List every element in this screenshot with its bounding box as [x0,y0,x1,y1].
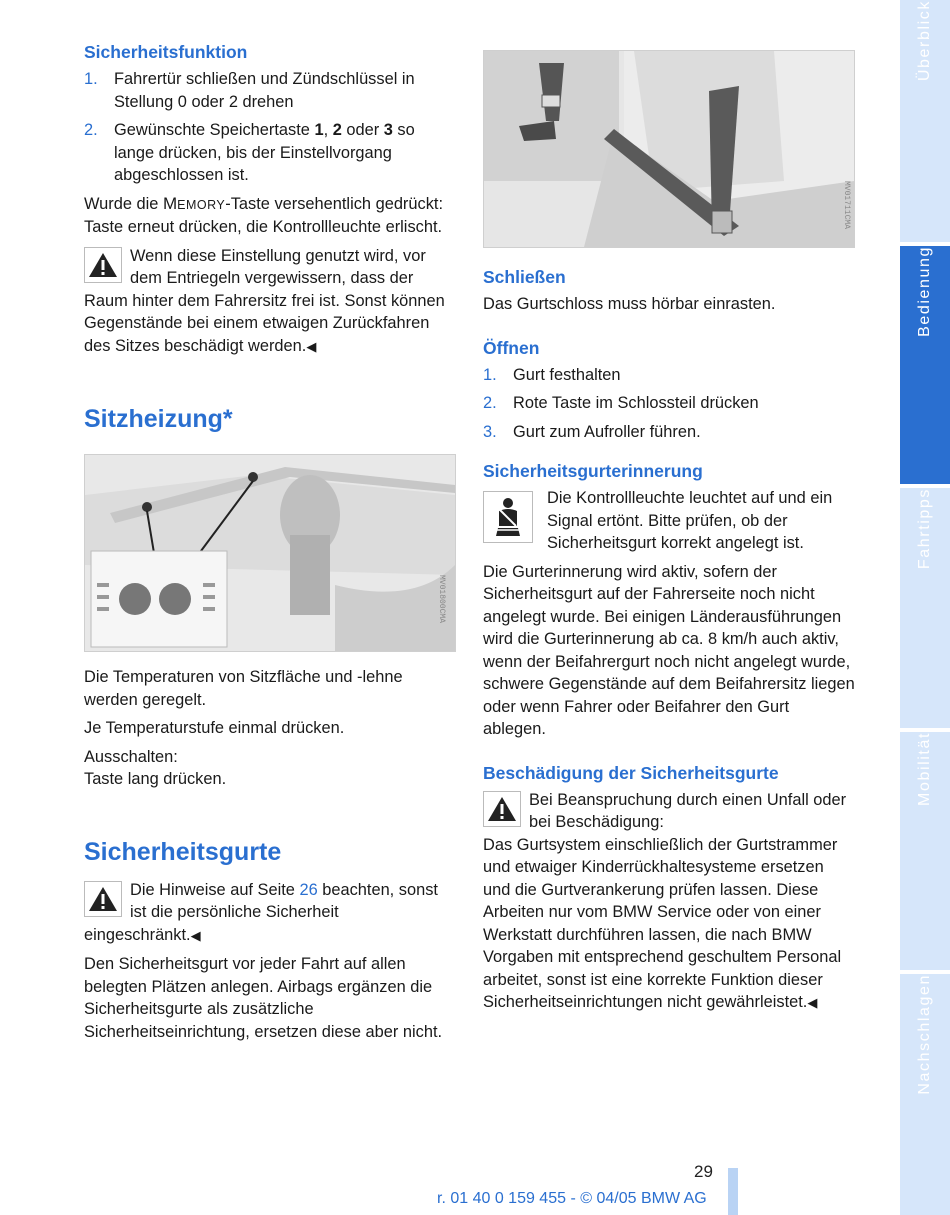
warning-triangle-icon [84,247,122,283]
list-item [483,364,855,387]
text-paragraph: Je Temperaturstufe einmal drücken. [84,719,345,737]
warning-text: Wenn diese Einstellung genutzt wird, vor dem Entriegeln vergewissern, dass der Raum hinter dem Fahrersitz frei ist. Sonst können Gegenstände bei einem etwaigen Zurückfahren des Sitzes beschädigt werden. [84,246,445,355]
step-text: Gurt festhalten [513,365,621,384]
heading-sicherheitsgurte: Sicherheitsgurte [84,837,282,866]
image-code: MV01800CMA [437,575,446,624]
warning-triangle-icon [483,791,521,827]
step-number: 2. [84,121,98,139]
list-item [84,68,456,113]
heading-oeffnen: Öffnen [483,337,540,358]
notice-text: Die Kontrollleuchte leuchtet auf und ein Signal ertönt. Bitte prüfen, ob der Sicherheitsgurt korrekt angelegt ist. [547,489,833,552]
seatbelt-icon [483,491,533,543]
tab-ueberblick[interactable] [900,0,950,242]
warning-notice-seat [84,245,456,359]
tab-bedienung[interactable] [900,246,950,484]
heading-gurterinnerung: Sicherheitsgurterinnerung [483,461,703,481]
heading-schliessen: Schließen [483,267,566,287]
sicherheitsfunktion-steps [84,68,456,187]
text-paragraph: Ausschalten: Taste lang drücken. [84,747,227,788]
end-mark-icon: ◀ [807,995,818,1010]
tab-mobilitaet[interactable] [900,732,950,970]
step-text: Rote Taste im Schlossteil drücken [513,394,759,412]
text-paragraph: Den Sicherheitsgurt vor jeder Fahrt auf allen belegten Plätzen anlegen. Airbags ergänzen die Sicherheitsgurte als zusätzliche Sicherheitseinrichtung, ersetzen diese aber nicht. [84,955,443,1041]
text-paragraph: Das Gurtsystem einschließlich der Gurtstrammer und etwaiger Kinderrückhaltesysteme ersetzen und die Gurtverankerung prüfen lassen. Diese Arbeiten nur vom BMW Service oder von einer Werkstatt durchführen lassen, die nach BMW Vorgaben mit entsprechend geschultem Personal arbeitet, sonst ist eine korrekte Funktion dieser Sicherheitseinrichtungen nicht gewährleistet.◀ [483,835,842,1011]
end-mark-icon: ◀ [306,338,317,354]
end-mark-icon: ◀ [190,927,201,943]
text-paragraph: Das Gurtschloss muss hörbar einrasten. [483,295,776,313]
list-item [483,421,855,444]
memory-paragraph: Wurde die MEMORY-Taste versehentlich gedrückt: Taste erneut drücken, die Kontrollleuchte erlischt. [84,193,444,236]
list-item [483,392,855,415]
left-column [84,40,456,1049]
page-marker-bar [728,1168,738,1215]
footer-copyright: r. 01 40 0 159 455 - © 04/05 BMW AG [437,1190,707,1207]
step-number: 2. [483,394,497,412]
step-number: 1. [483,365,497,384]
tab-label: Mobilität [916,732,933,806]
heading-sitzheizung: Sitzheizung* [84,405,233,433]
step-number: 1. [84,70,98,88]
tab-fahrtipps[interactable] [900,488,950,728]
page-link[interactable]: 26 [299,880,318,899]
step-text: Gewünschte Speichertaste 1, 2 oder 3 so lange drücken, bis der Einstellvorgang abgeschlossen ist. [114,121,415,184]
text-paragraph: Die Gurterinnerung wird aktiv, sofern der Sicherheitsgurt auf der Fahrerseite noch nicht angelegt wurde. Bei einigen Länderausführungen wird die Gurterinnerung ab ca. 8 km/h auch aktiv, wenn der Beifahrergurt noch nicht angelegt wurde, schwere Gegenstände auf dem Beifahrersitz liegen oder wenn Fahrer oder Beifahrer den Gurt ablegen. [483,562,855,738]
warning-notice-belts [84,879,456,948]
warning-notice-damage [483,789,855,834]
seat-heating-image [84,454,456,652]
tab-nachschlagen[interactable] [900,974,950,1215]
step-text: Gurt zum Aufroller führen. [513,422,701,441]
tab-label: Fahrtipps [916,488,933,570]
tab-label: Nachschlagen [916,974,933,1095]
seatbelt-image [483,50,855,248]
tab-label: Bedienung [916,246,933,337]
seatbelt-reminder-notice [483,487,855,555]
tab-label: Überblick [916,0,933,82]
heading-beschaedigung: Beschädigung der Sicherheitsgurte [483,762,779,783]
warning-text: Die Hinweise auf Seite 26 beachten, sonst ist die persönliche Sicherheit eingeschränkt. [84,880,438,944]
warning-triangle-icon [84,881,122,917]
heading-sicherheitsfunktion: Sicherheitsfunktion [84,42,248,62]
step-text: Fahrertür schließen und Zündschlüssel in Stellung 0 oder 2 drehen [114,70,415,111]
page-number: 29 [694,1162,713,1181]
step-number: 3. [483,422,497,441]
oeffnen-steps [483,364,855,444]
image-code: MV01711CMA [842,181,851,230]
text-paragraph: Die Temperaturen von Sitzfläche und -lehne werden geregelt. [84,668,403,709]
right-column [483,265,855,1021]
list-item [84,119,456,187]
warning-text: Bei Beanspruchung durch einen Unfall oder bei Beschädigung: [529,790,847,831]
